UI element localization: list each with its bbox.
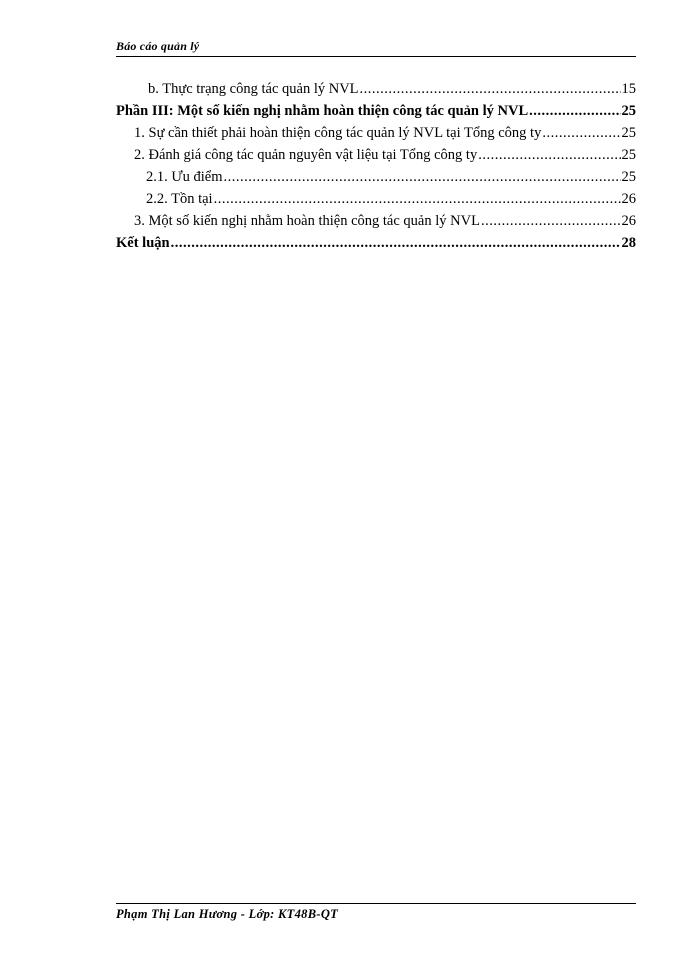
toc-entry-title: 2. Đánh giá công tác quản nguyên vật liệu tại Tổng công ty xyxy=(134,147,478,163)
toc-entry xyxy=(116,122,636,144)
toc-entry-title: 2.2. Tồn tại xyxy=(146,191,213,207)
toc-entry xyxy=(116,144,636,166)
toc-entry-page: 26 xyxy=(621,191,636,207)
toc-entry-page: 15 xyxy=(621,81,636,97)
toc-leader-dots xyxy=(542,122,620,144)
toc-leader-dots xyxy=(481,210,621,232)
toc-entry xyxy=(116,232,636,254)
toc-leader-dots xyxy=(360,78,621,100)
page-header xyxy=(116,38,636,57)
toc-leader-dots xyxy=(529,100,620,122)
toc-entry xyxy=(116,78,636,100)
toc-entry-title: Phần III: Một số kiến nghị nhằm hoàn thiện công tác quản lý NVL xyxy=(116,103,529,119)
toc-entry-title: b. Thực trạng công tác quản lý NVL xyxy=(148,81,359,97)
toc-entry-title: 2.1. Ưu điểm xyxy=(146,169,223,185)
toc-entry xyxy=(116,100,636,122)
toc-leader-dots xyxy=(478,144,620,166)
toc-entry xyxy=(116,210,636,232)
toc-leader-dots xyxy=(214,188,621,210)
toc-entry-page: 25 xyxy=(621,147,636,163)
header-title: Báo cáo quản lý xyxy=(116,39,200,53)
toc-entry xyxy=(116,188,636,210)
toc-entry-title: 3. Một số kiến nghị nhằm hoàn thiện công tác quản lý NVL xyxy=(134,213,480,229)
toc-entry-title: Kết luận xyxy=(116,235,170,251)
toc-entry-page: 25 xyxy=(621,169,636,185)
toc-entry-title: 1. Sự cần thiết phải hoàn thiện công tác quản lý NVL tại Tổng công ty xyxy=(134,125,542,141)
toc-leader-dots xyxy=(171,232,621,254)
toc-entry-page: 25 xyxy=(621,125,636,141)
toc-entry-page: 25 xyxy=(621,103,636,119)
toc-entry-page: 28 xyxy=(621,235,636,251)
toc-entry xyxy=(116,166,636,188)
toc-entry-page: 26 xyxy=(621,213,636,229)
page-footer xyxy=(116,903,636,926)
table-of-contents xyxy=(116,78,636,254)
toc-leader-dots xyxy=(224,166,621,188)
footer-author-class: Phạm Thị Lan Hương - Lớp: KT48B-QT xyxy=(116,907,339,921)
